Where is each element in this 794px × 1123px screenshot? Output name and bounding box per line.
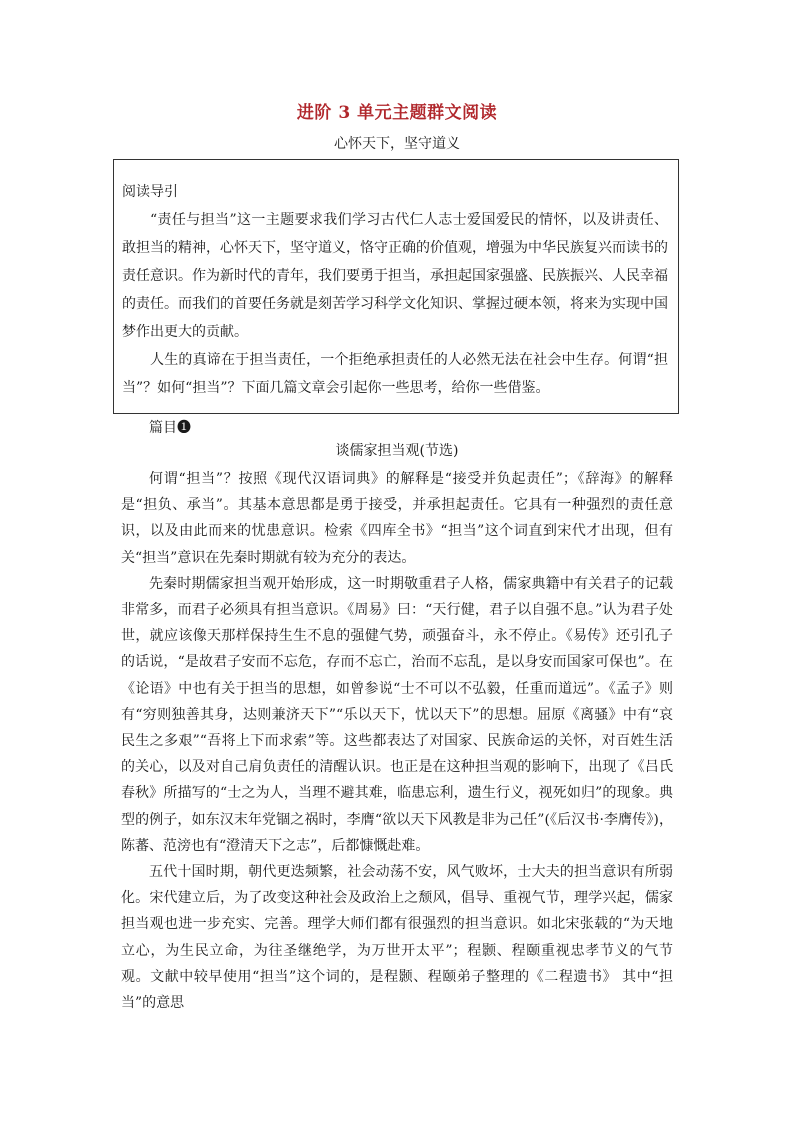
reading-guide-title: 阅读导引 bbox=[122, 184, 178, 200]
article-title: 谈儒家担当观(节选) bbox=[335, 443, 459, 459]
page-subtitle: 心怀天下，坚守道义 bbox=[334, 136, 460, 152]
article-body bbox=[121, 466, 673, 1016]
article-paragraph-3: 五代十国时期，朝代更迭频繁，社会动荡不安，风气败坏，士大夫的担当意识有所弱化。宋代建立后，为了改变这种社会及政治上之颓风，倡导、重视气节，理学兴起，儒家担当观也进一步充实、完善。理学大师们都有很强烈的担当意识。如北宋张载的“为天地立心，为生民立命，为往圣继绝学，为万世开太平”；程颢、程颐重视忠孝节义的气节观。文献中较早使用“担当”这个词的，是程颢、程颐弟子整理的《二程遗书》 其中“担当”的意思 bbox=[121, 864, 673, 1012]
page-title: 进阶 3 单元主题群文阅读 bbox=[296, 103, 498, 123]
article-paragraph-2: 先秦时期儒家担当观开始形成，这一时期敬重君子人格，儒家典籍中有关君子的记载非常多，而君子必须具有担当意识。《周易》曰：“天行健，君子以自强不息。”认为君子处世，就应该像天那样保持生生不息的强健气势，顽强奋斗，永不停止。《易传》还引孔子的话说，“是故君子安而不忘危，存而不忘亡，治而不忘乱，是以身安而国家可保也”。在《论语》中也有关于担当的思想，如曾参说“士不可以不弘毅，任重而道远”。《孟子》则有“穷则独善其身，达则兼济天下”“乐以天下，忧以天下”的思想。屈原《离骚》中有“哀民生之多艰”“吾将上下而求索”等。这些都表达了对国家、民族命运的关怀，对百姓生活的关心，以及对自己肩负责任的清醒认识。也正是在这种担当观的影响下，出现了《吕氏春秋》所描写的“士之为人，当理不避其难，临患忘利，遗生行义，视死如归”的现象。典型的例子，如东汉末年党锢之祸时，李膺“欲以天下风教是非为己任”(《后汉书·李膺传》)，陈蕃、范滂也有“澄清天下之志”，后都慷慨赴难。 bbox=[121, 575, 673, 854]
article-paragraph-1: 何谓“担当”？按照《现代汉语词典》的解释是“接受并负起责任”；《辞海》的解释是“担负、承当”。其基本意思都是勇于接受，并承担起责任。它具有一种强烈的责任意识，以及由此而来的忧患意识。检索《四库全书》“担当”这个词直到宋代才出现，但有关“担当”意识在先秦时期就有较为充分的表达。 bbox=[121, 471, 673, 566]
reading-guide-paragraph-2: 人生的真谛在于担当责任，一个拒绝承担责任的人必然无法在社会中生存。何谓“担当”？如何“担当”？下面几篇文章会引起你一些思考，给你一些借鉴。 bbox=[122, 352, 668, 396]
section-label: 篇目❶ bbox=[149, 420, 191, 436]
reading-guide-box bbox=[113, 159, 679, 414]
reading-guide-paragraph-1: “责任与担当”这一主题要求我们学习古代仁人志士爱国爱民的情怀，以及讲责任、敢担当的精神，心怀天下，坚守道义，恪守正确的价值观，增强为中华民族复兴而读书的责任意识。作为新时代的青年，我们要勇于担当，承担起国家强盛、民族振兴、人民幸福的责任。而我们的首要任务就是刻苦学习科学文化知识、掌握过硬本领，将来为实现中国梦作出更大的贡献。 bbox=[122, 212, 668, 340]
